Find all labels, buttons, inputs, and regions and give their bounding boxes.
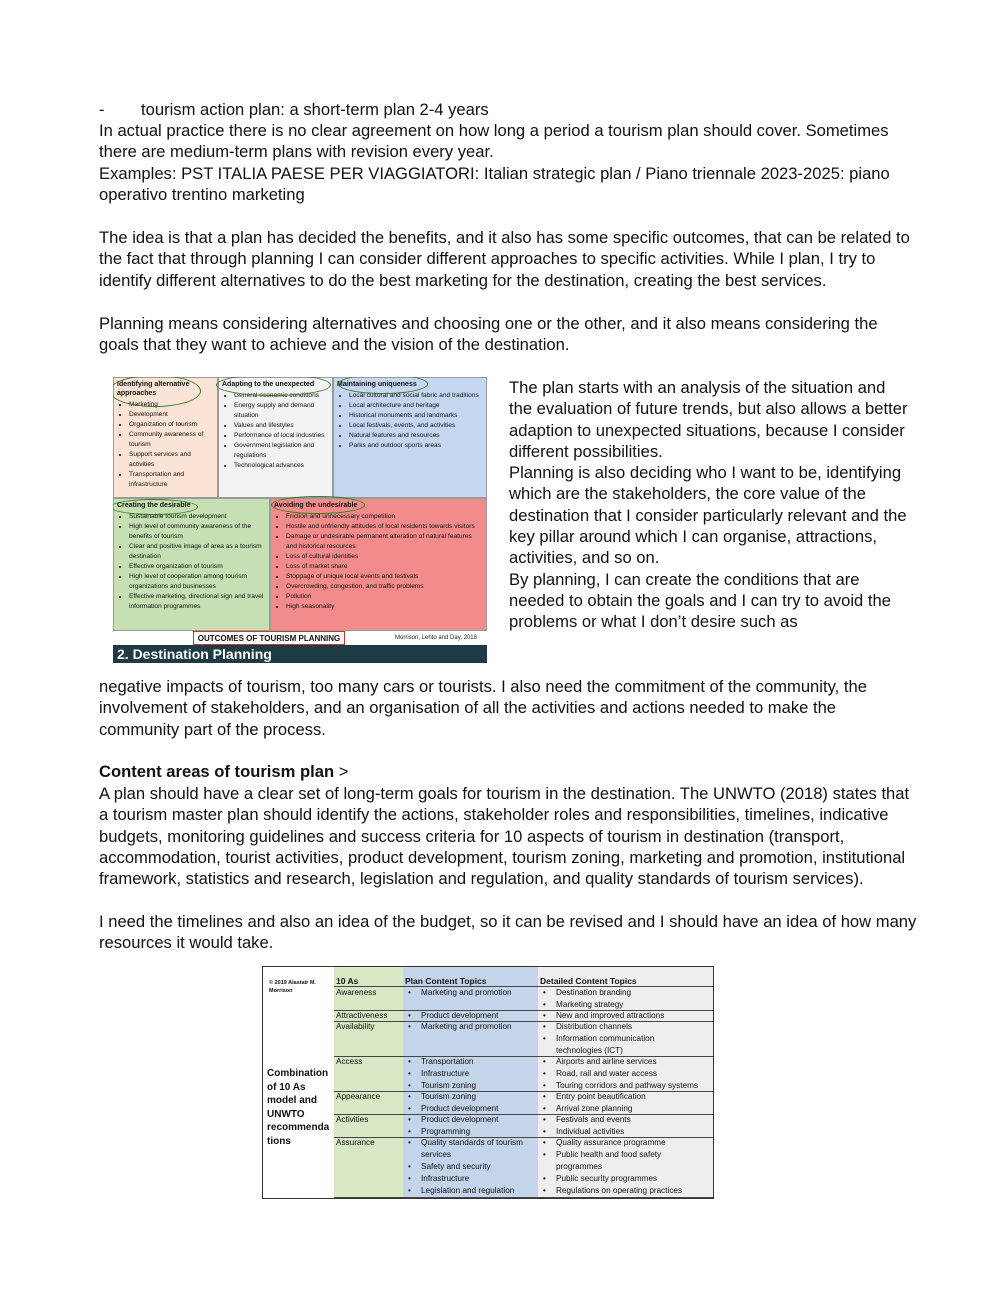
cell-plan: • Product development: [421, 1114, 498, 1126]
cell-detail: technologies (ICT): [556, 1046, 623, 1055]
quadrant-title: Identifying alternative approaches: [117, 381, 190, 397]
bullet-text: tourism action plan: a short-term plan 2-4 years: [141, 100, 489, 119]
paragraph-alternatives: Planning means considering alternatives and choosing one or the other, and it also means considering the goals that they want to achieve and the vision of the destination.: [99, 314, 878, 355]
list-item: • Transportation and infrastructure: [129, 470, 214, 490]
cell-detail: • Quality assurance programme: [556, 1137, 666, 1149]
cell-detail: • Road, rail and water access: [556, 1068, 657, 1080]
cell-a: Attractiveness: [336, 1011, 388, 1020]
list-item: • Parks and outdoor sports areas: [349, 441, 483, 451]
list-item: • Natural features and resources: [349, 431, 483, 441]
paragraph-examples: Examples: PST ITALIA PAESE PER VIAGGIATORI: Italian strategic plan / Piano triennale 2023-2025: piano operativo trentino marketing: [99, 164, 890, 205]
row-divider: [334, 1197, 714, 1198]
paragraph-conditions: By planning, I can create the conditions that are needed to obtain the goals and I can try to avoid the problems or what I don’t desire such as: [509, 569, 891, 632]
cell-a: Access: [336, 1057, 363, 1066]
list-item: • High seasonality: [286, 602, 483, 612]
list-item: • Clear and positive image of area as a tourism destination: [129, 542, 266, 562]
quadrant-title: Maintaining uniqueness: [337, 381, 417, 388]
cell-plan: • Safety and security: [421, 1161, 491, 1173]
cell-a: Awareness: [336, 988, 377, 997]
cell-detail: • New and improved attractions: [556, 1010, 664, 1022]
tourism-planning-figure: [113, 377, 487, 663]
cell-detail: • Information communication: [556, 1033, 654, 1045]
cell-plan: • Marketing and promotion: [421, 987, 512, 999]
cell-plan: • Transportation: [421, 1056, 474, 1068]
list-item: • Government legislation and regulations: [234, 441, 329, 461]
cell-detail: • Entry point beautification: [556, 1091, 646, 1103]
row-divider: [334, 986, 714, 987]
list-item: • Community awareness of tourism: [129, 430, 214, 450]
row-divider: [334, 1091, 714, 1092]
list-item: • Energy supply and demand situation: [234, 401, 329, 421]
paragraph-plan-period: In actual practice there is no clear agreement on how long a period a tourism plan should cover. Sometimes there are medium-term plans with revision every year.: [99, 121, 889, 162]
paragraph-situation-analysis: The plan starts with an analysis of the situation and the evaluation of future trends, but also allows a better adaption to unexpected situations, because I consider different possibilities.: [509, 378, 908, 461]
row-divider: [334, 1021, 714, 1022]
cell-plan: • Product development: [421, 1103, 498, 1115]
quadrant-undesirable: [270, 498, 487, 631]
ten-as-table-figure: [262, 966, 714, 1199]
column-10as: [334, 967, 403, 1198]
cell-plan: • Product development: [421, 1010, 498, 1022]
cell-a: Availability: [336, 1022, 375, 1031]
quadrant-title: Creating the desirable: [117, 502, 191, 509]
highlight-circle: [271, 496, 365, 514]
list-item: • Overcrowding, congestion, and traffic problems: [286, 582, 483, 592]
list-item: • High level of cooperation among tourism organizations and businesses: [129, 572, 266, 592]
table-side-panel: [263, 967, 334, 1198]
list-item: • Organization of tourism: [129, 420, 214, 430]
list-item: • Loss of market share: [286, 562, 483, 572]
cell-detail: • Airports and airline services: [556, 1056, 657, 1068]
figure-citation: Morrison, Lehto and Day, 2018: [395, 635, 477, 641]
paragraph-plan-idea: The idea is that a plan has decided the benefits, and it also has some specific outcomes, that can be related to the fact that through planning I can consider different approaches to specific activities. While I plan, I try to identify different alternatives to do the best marketing for the destination, creating the best services.: [99, 228, 910, 290]
cell-detail: • Touring corridors and pathway systems: [556, 1080, 698, 1092]
cell-detail: • Distribution channels: [556, 1021, 632, 1033]
header-detail-topics: Detailed Content Topics: [540, 976, 637, 986]
cell-detail: programmes: [556, 1162, 602, 1171]
cell-detail: • Public security programmes: [556, 1173, 657, 1185]
quadrant-title: Avoiding the undesirable: [274, 502, 358, 509]
paragraph-negative-impacts: negative impacts of tourism, too many cars or tourists. I also need the commitment of the community, the involvement of stakeholders, and an organisation of all the activities and actions needed to make the community part of the process.: [99, 677, 867, 739]
list-item: • Effective marketing, directional sign and travel information programmes: [129, 592, 266, 612]
cell-plan: • Programming: [421, 1126, 470, 1138]
cell-plan: services: [421, 1150, 452, 1159]
list-item: • Local festivals, events, and activities: [349, 421, 483, 431]
list-item: • General economic conditions: [234, 391, 329, 401]
header-10as: 10 As: [336, 976, 359, 986]
cell-plan: • Infrastructure: [421, 1068, 469, 1080]
list-item: • High level of community awareness of the benefits of tourism: [129, 522, 266, 542]
row-divider: [334, 1114, 714, 1115]
paragraph-unwto: A plan should have a clear set of long-term goals for tourism in the destination. The UNWTO (2018) states that a tourism master plan should identify the actions, stakeholder roles and responsibilities, timelines, indicative budgets, monitoring guidelines and success criteria for 10 aspects of tourism in destination (transport, accommodation, tourist activities, product development, tourism zoning, marketing and promotion, institutional framework, statistics and research, legislation and regulation, and quality standards of tourism services).: [99, 784, 910, 889]
cell-plan: • Quality standards of tourism: [421, 1137, 523, 1149]
list-item: • Development: [129, 410, 214, 420]
cell-a: Assurance: [336, 1138, 375, 1147]
outcomes-label: OUTCOMES OF TOURISM PLANNING: [193, 631, 345, 645]
cell-detail: • Destination branding: [556, 987, 631, 999]
combination-label: Combination of 10 As model and UNWTO recommenda tions: [267, 1068, 330, 1147]
cell-plan: • Marketing and promotion: [421, 1021, 512, 1033]
row-divider: [334, 1056, 714, 1057]
copyright-note: © 2019 Alastair M. Morrison: [269, 980, 316, 994]
list-item: • Performance of local industries: [234, 431, 329, 441]
quadrant-title: Adapting to the unexpected: [222, 381, 315, 388]
list-item: • Pollution: [286, 592, 483, 602]
cell-detail: • Public health and food safety: [556, 1149, 661, 1161]
section-heading: [99, 761, 919, 782]
cell-a: Activities: [336, 1115, 369, 1124]
list-item: • Values and lifestyles: [234, 421, 329, 431]
list-item: • Marketing: [129, 400, 214, 410]
cell-plan: • Legislation and regulation: [421, 1185, 514, 1197]
cell-a: Appearance: [336, 1092, 381, 1101]
highlight-circle: [113, 499, 198, 515]
header-plan-topics: Plan Content Topics: [405, 976, 487, 986]
cell-detail: • Regulations on operating practices: [556, 1185, 682, 1197]
cell-detail: • Marketing strategy: [556, 999, 623, 1011]
list-item: • Local architecture and heritage: [349, 401, 483, 411]
list-item: • Friction and unnecessary competition: [286, 512, 483, 522]
quadrant-desirable: [113, 498, 270, 631]
destination-planning-banner: 2. Destination Planning: [113, 645, 487, 663]
quadrant-uniqueness: [333, 377, 487, 498]
cell-detail: • Individual activities: [556, 1126, 624, 1138]
section-title: Content areas of tourism plan: [99, 762, 335, 781]
list-item: • Local cultural and social fabric and traditions: [349, 391, 483, 401]
right-column-text: [509, 377, 909, 633]
cell-plan: • Tourism zoning: [421, 1091, 476, 1103]
cell-plan: • Infrastructure: [421, 1173, 469, 1185]
list-item: • Stoppage of unique local events and festivals: [286, 572, 483, 582]
section-arrow: >: [334, 762, 349, 781]
list-item: • Technological advances: [234, 461, 329, 471]
bullet-dash: -: [99, 100, 105, 119]
list-item: • Hostile and unfriendly attitudes of local residents towards visitors: [286, 522, 483, 532]
list-item: • Historical monuments and landmarks: [349, 411, 483, 421]
paragraph-stakeholders: Planning is also deciding who I want to be, identifying which are the stakeholders, the core value of the destination that I consider particularly relevant and the key pillar around which I can organise, attractions, activities, and so on.: [509, 463, 907, 568]
paragraph-timelines: I need the timelines and also an idea of the budget, so it can be revised and I should have an idea of how many resources it would take.: [99, 912, 917, 953]
list-item: • Loss of cultural identities: [286, 552, 483, 562]
list-item: • Support services and activities: [129, 450, 214, 470]
list-item: • Effective organization of tourism: [129, 562, 266, 572]
list-item: • Damage or undesirable permanent alteration of natural features and historical resources: [286, 532, 483, 552]
cell-detail: • Festivals and events: [556, 1114, 631, 1126]
cell-plan: • Tourism zoning: [421, 1080, 476, 1092]
cell-detail: • Arrival zone planning: [556, 1103, 632, 1115]
list-item: • Sustainable tourism development: [129, 512, 266, 522]
